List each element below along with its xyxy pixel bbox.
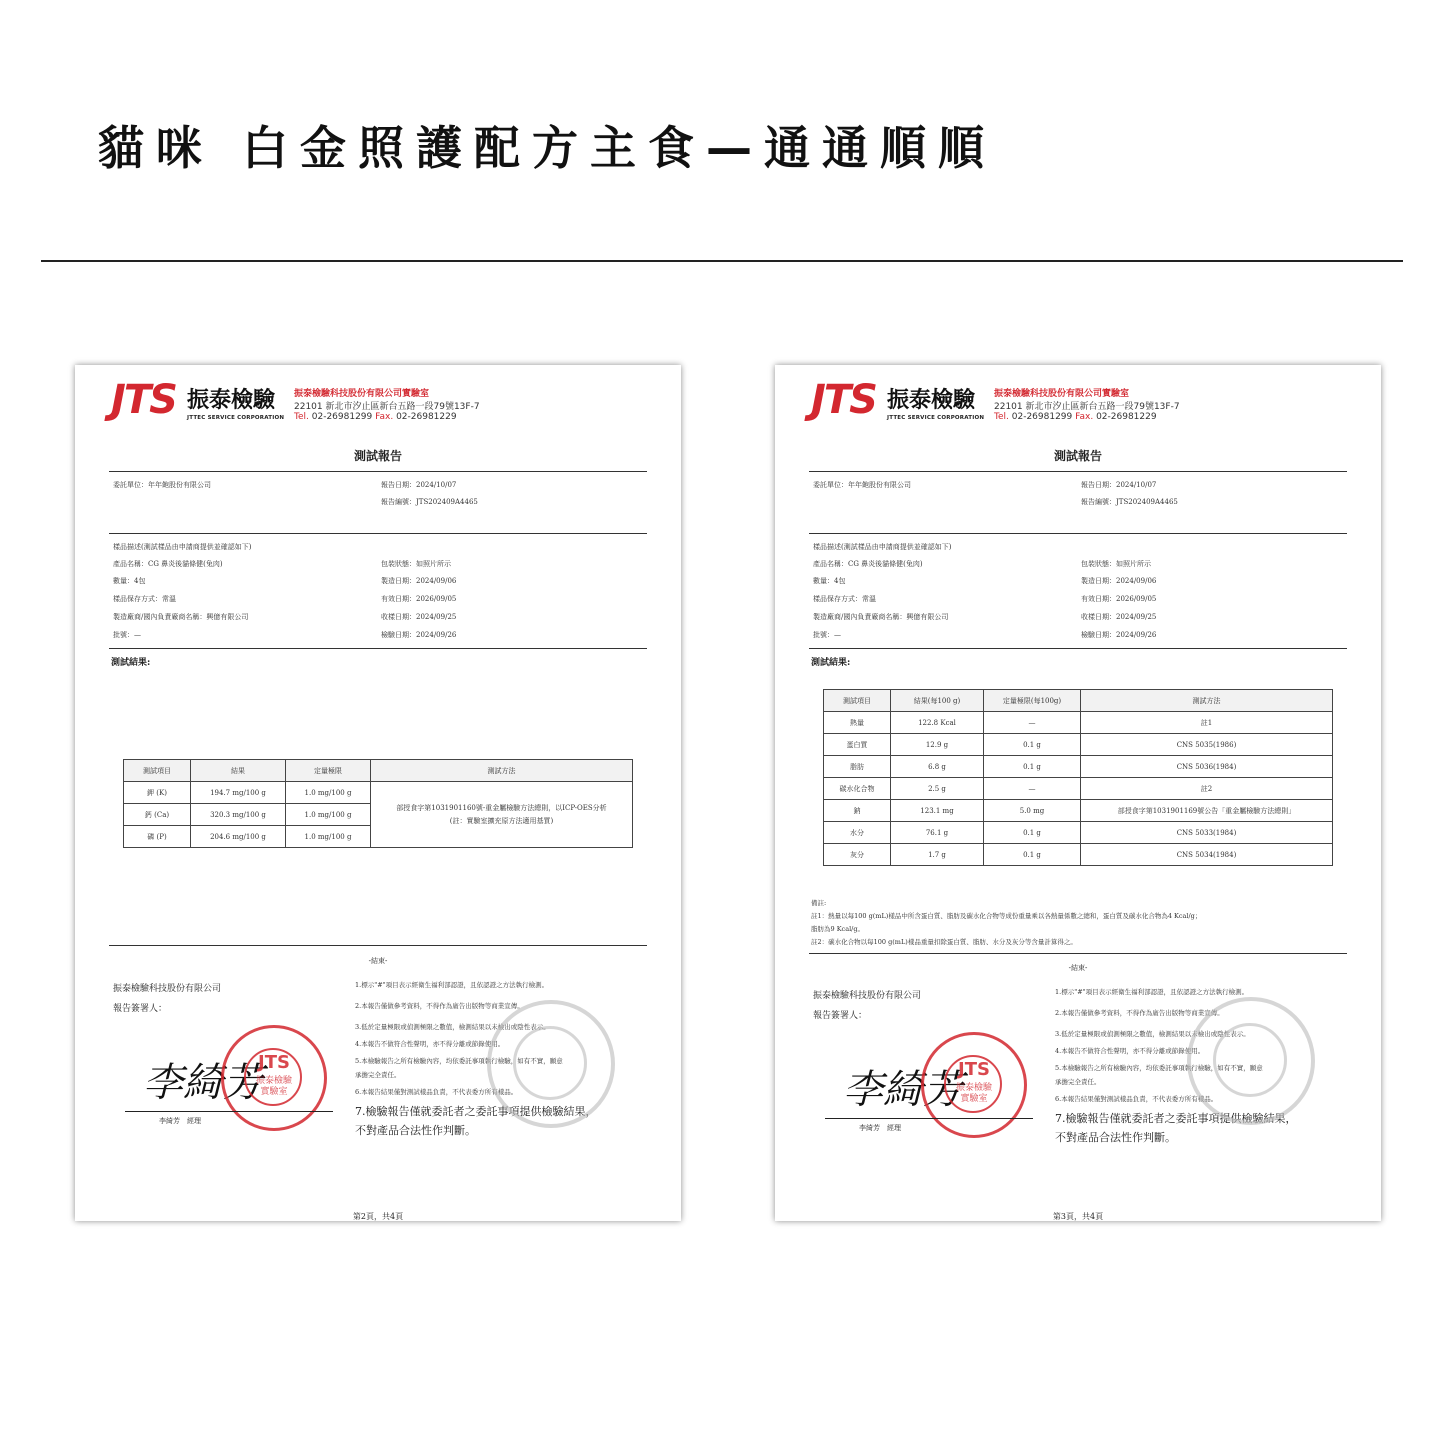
received-date: 收樣日期：2024/09/25 — [1081, 613, 1157, 621]
expiry-date: 有效日期：2026/09/05 — [381, 595, 457, 603]
lab-name: 振泰檢驗科技股份有限公司實驗室 — [994, 389, 1130, 399]
fax-label: Fax. — [375, 412, 394, 422]
stamp-text — [224, 1076, 324, 1098]
cell: — — [984, 712, 1081, 734]
remark: 備註: — [811, 899, 827, 907]
rule — [809, 953, 1347, 954]
cell: 1.7 g — [891, 844, 984, 866]
note-7-line: 7.檢驗報告僅就委託者之委託事項提供檢驗結果， — [355, 1105, 597, 1118]
remark: 註1：熱量以每100 g(mL)樣品中所含蛋白質、脂肪及碳水化合物等成份重量乘以各熱量係數之總和，蛋白質及碳水化合物為4 Kcal/g； — [811, 912, 1202, 920]
stamp-line: 振泰檢驗 — [955, 1083, 992, 1093]
note: 6.本報告結果僅對測試樣品負責，不代表委方所有樣品。 — [355, 1088, 518, 1096]
note: 2.本報告僅做參考資料，不得作為廣告出版物等商業宣傳。 — [1055, 1009, 1224, 1017]
packaging-status: 包裝狀態：如照片所示 — [381, 560, 451, 568]
stamp-line: 振泰檢驗 — [255, 1076, 292, 1086]
rule — [109, 648, 647, 649]
col-header: 測試項目 — [824, 690, 891, 712]
cell: 熱量 — [824, 712, 891, 734]
signer-name: 李綺芳 經理 — [159, 1117, 201, 1125]
test-report-page-2 — [75, 365, 681, 1221]
cell: 6.8 g — [891, 756, 984, 778]
method-line: 部授食字第1031901160號-重金屬檢驗方法總則，以ICP-OES分析 — [396, 803, 607, 812]
brand-name-cn: 振泰檢驗 — [187, 388, 276, 413]
method-line: (註：實驗室擴充原方法適用基質) — [449, 816, 554, 825]
note: 5.本檢驗報告之所有檢驗內容，均依委託事項執行檢驗，如有不實，願意 — [355, 1057, 563, 1065]
cell: 1.0 mg/100 g — [286, 782, 371, 804]
stamp-logo: JTS — [958, 1059, 990, 1080]
report-title: 測試報告 — [1053, 449, 1102, 463]
lab-contact — [994, 412, 1157, 422]
end-mark: -結束- — [368, 957, 388, 965]
cell: 320.3 mg/100 g — [191, 804, 286, 826]
cell: 鈉 — [824, 800, 891, 822]
sample-description: 樣品描述(測試樣品由申請商提供並確認如下) — [113, 543, 252, 551]
cell: 5.0 mg — [984, 800, 1081, 822]
storage: 樣品保存方式：常溫 — [113, 595, 176, 603]
fax-number: 02-26981229 — [396, 412, 457, 422]
cell: 204.6 mg/100 g — [191, 826, 286, 848]
note: 3.低於定量極限或偵測極限之數值，檢測結果以未檢出或陰性表示。 — [355, 1023, 550, 1031]
expiry-date: 有效日期：2026/09/05 — [1081, 595, 1157, 603]
cell: 0.1 g — [984, 844, 1081, 866]
cell: 磷 (P) — [124, 826, 191, 848]
table-row — [824, 822, 1333, 844]
brand-name-cn: 振泰檢驗 — [887, 388, 976, 413]
cell: 鈣 (Ca) — [124, 804, 191, 826]
rule — [109, 471, 647, 472]
stamp-text — [924, 1083, 1024, 1105]
rule — [809, 533, 1347, 534]
rule — [109, 945, 647, 946]
signer-label: 報告簽署人： — [813, 1011, 868, 1021]
table-row — [824, 712, 1333, 734]
tel-number: 02-26981299 — [311, 412, 373, 422]
received-date: 收樣日期：2024/09/25 — [381, 613, 457, 621]
note: 4.本報告不做符合性聲明，亦不得分離或節錄使用。 — [355, 1040, 505, 1048]
cell: 1.0 mg/100 g — [286, 804, 371, 826]
manufacturer: 製造廠商/國內負責廠商名稱：興億有限公司 — [813, 613, 949, 621]
signature-line — [825, 1118, 1033, 1119]
fax-number: 02-26981229 — [1096, 412, 1157, 422]
remark: 註2：碳水化合物以每100 g(mL)樣品重量扣除蛋白質、脂肪、水分及灰分等含量計算得之。 — [811, 938, 1077, 946]
lab-contact — [294, 412, 457, 422]
cell: 鉀 (K) — [124, 782, 191, 804]
red-lab-stamp — [921, 1032, 1027, 1138]
company-name: 振泰檢驗科技股份有限公司 — [813, 991, 922, 1001]
report-number: 報告編號：JTS202409A4465 — [1081, 498, 1178, 506]
cell: 12.9 g — [891, 734, 984, 756]
tel-label: Tel. — [994, 412, 1009, 422]
cell: 1.0 mg/100 g — [286, 826, 371, 848]
col-header: 測試項目 — [124, 760, 191, 782]
tel-label: Tel. — [294, 412, 309, 422]
test-report-page-3 — [775, 365, 1381, 1221]
cell: 註1 — [1081, 712, 1333, 734]
note: 2.本報告僅做參考資料，不得作為廣告出版物等商業宣傳。 — [355, 1002, 524, 1010]
cell: 灰分 — [824, 844, 891, 866]
cell: 194.7 mg/100 g — [191, 782, 286, 804]
cell: 0.1 g — [984, 756, 1081, 778]
cell: CNS 5036(1984) — [1081, 756, 1333, 778]
note-7-line: 不對產品合法性作判斷。 — [355, 1124, 476, 1137]
col-header: 測試方法 — [371, 760, 633, 782]
report-number: 報告編號：JTS202409A4465 — [381, 498, 478, 506]
sample-description: 樣品描述(測試樣品由申請商提供並確認如下) — [813, 543, 952, 551]
red-lab-stamp — [221, 1025, 327, 1131]
note-7-line: 不對產品合法性作判斷。 — [1055, 1131, 1176, 1144]
cell: 122.8 Kcal — [891, 712, 984, 734]
report-date: 報告日期：2024/10/07 — [381, 481, 457, 489]
product-name: 產品名稱：CG 鼻炎後貓條健(兔肉) — [113, 560, 223, 568]
manufacturer: 製造廠商/國內負責廠商名稱：興億有限公司 — [113, 613, 249, 621]
table-row — [824, 756, 1333, 778]
table-row — [824, 844, 1333, 866]
gray-seal-stamp — [1187, 997, 1315, 1125]
end-mark: -結束- — [1068, 964, 1088, 972]
header-divider — [41, 260, 1403, 262]
quantity: 數量：4包 — [113, 577, 146, 585]
cell: 碳水化合物 — [824, 778, 891, 800]
mfg-date: 製造日期：2024/09/06 — [381, 577, 457, 585]
batch-number: 批號：— — [813, 631, 841, 639]
cell: 脂肪 — [824, 756, 891, 778]
rule — [809, 471, 1347, 472]
table-row — [824, 778, 1333, 800]
tel-number: 02-26981299 — [1011, 412, 1073, 422]
report-title: 測試報告 — [353, 449, 402, 463]
gray-seal-stamp — [487, 1000, 615, 1128]
note: 6.本報告結果僅對測試樣品負責，不代表委方所有樣品。 — [1055, 1095, 1218, 1103]
cell: 水分 — [824, 822, 891, 844]
stamp-logo: JTS — [258, 1052, 290, 1073]
cell: CNS 5034(1984) — [1081, 844, 1333, 866]
packaging-status: 包裝狀態：如照片所示 — [1081, 560, 1151, 568]
cell: 部授食字第1031901169號公告「重金屬檢驗方法總則」 — [1081, 800, 1333, 822]
col-header: 結果 — [191, 760, 286, 782]
rule — [109, 533, 647, 534]
test-date: 檢驗日期：2024/09/26 — [1081, 631, 1157, 639]
page-title: 貓咪 白金照護配方主食—通通順順 — [98, 121, 997, 175]
col-header: 定量極限(每100g) — [984, 690, 1081, 712]
note: 5.本檢驗報告之所有檢驗內容，均依委託事項執行檢驗，如有不實，願意 — [1055, 1064, 1263, 1072]
note: 1.標示"#"項目表示經衛生福利部認證，且依認證之方法執行檢測。 — [1055, 988, 1249, 996]
note-7-line: 7.檢驗報告僅就委託者之委託事項提供檢驗結果， — [1055, 1112, 1297, 1125]
note: 承擔完全責任。 — [355, 1071, 401, 1079]
table-row — [824, 734, 1333, 756]
method-cell — [371, 782, 633, 848]
note: 1.標示"#"項目表示經衛生福利部認證，且依認證之方法執行檢測。 — [355, 981, 549, 989]
col-header: 結果(每100 g) — [891, 690, 984, 712]
note: 4.本報告不做符合性聲明，亦不得分離或節錄使用。 — [1055, 1047, 1205, 1055]
col-header: 測試方法 — [1081, 690, 1333, 712]
remark: 脂肪為9 Kcal/g。 — [811, 925, 865, 933]
cell: 0.1 g — [984, 734, 1081, 756]
cell: — — [984, 778, 1081, 800]
nutrition-table — [823, 689, 1333, 866]
test-date: 檢驗日期：2024/09/26 — [381, 631, 457, 639]
page-number: 第2頁，共4頁 — [352, 1212, 404, 1221]
signer-label: 報告簽署人： — [113, 1004, 168, 1014]
fax-label: Fax. — [1075, 412, 1094, 422]
col-header: 定量極限 — [286, 760, 371, 782]
results-label: 測試結果: — [111, 658, 151, 668]
lab-name: 振泰檢驗科技股份有限公司實驗室 — [294, 389, 430, 399]
cell: CNS 5035(1986) — [1081, 734, 1333, 756]
product-name: 產品名稱：CG 鼻炎後貓條健(兔肉) — [813, 560, 923, 568]
signer-name: 李綺芳 經理 — [859, 1124, 901, 1132]
jts-logo: JTS — [811, 377, 876, 423]
cell: CNS 5033(1984) — [1081, 822, 1333, 844]
cell: 註2 — [1081, 778, 1333, 800]
jts-logo: JTS — [111, 377, 176, 423]
brand-name-en: JTTEC SERVICE CORPORATION — [887, 415, 985, 421]
quantity: 數量：4包 — [813, 577, 846, 585]
mfg-date: 製造日期：2024/09/06 — [1081, 577, 1157, 585]
stamp-line: 實驗室 — [960, 1094, 988, 1104]
signature: 李綺芳 — [143, 1060, 263, 1106]
stamp-line: 實驗室 — [260, 1087, 288, 1097]
cell: 蛋白質 — [824, 734, 891, 756]
rule — [809, 648, 1347, 649]
results-label: 測試結果: — [811, 658, 851, 668]
table-row — [124, 782, 633, 804]
lab-address: 22101 新北市汐止區新台五路一段79號13F-7 — [994, 402, 1180, 412]
note: 3.低於定量極限或偵測極限之數值，檢測結果以未檢出或陰性表示。 — [1055, 1030, 1250, 1038]
client: 委託單位：年年飽股份有限公司 — [813, 481, 911, 489]
table-row — [824, 800, 1333, 822]
batch-number: 批號：— — [113, 631, 141, 639]
cell: 123.1 mg — [891, 800, 984, 822]
signature-line — [125, 1111, 333, 1112]
report-date: 報告日期：2024/10/07 — [1081, 481, 1157, 489]
cell: 76.1 g — [891, 822, 984, 844]
cell: 0.1 g — [984, 822, 1081, 844]
results-table — [123, 759, 633, 848]
signature: 李綺芳 — [843, 1067, 963, 1113]
storage: 樣品保存方式：常溫 — [813, 595, 876, 603]
client: 委託單位：年年飽股份有限公司 — [113, 481, 211, 489]
brand-name-en: JTTEC SERVICE CORPORATION — [187, 415, 285, 421]
page-number: 第3頁，共4頁 — [1052, 1212, 1104, 1221]
cell: 2.5 g — [891, 778, 984, 800]
lab-address: 22101 新北市汐止區新台五路一段79號13F-7 — [294, 402, 480, 412]
note: 承擔完全責任。 — [1055, 1078, 1101, 1086]
company-name: 振泰檢驗科技股份有限公司 — [113, 984, 222, 994]
